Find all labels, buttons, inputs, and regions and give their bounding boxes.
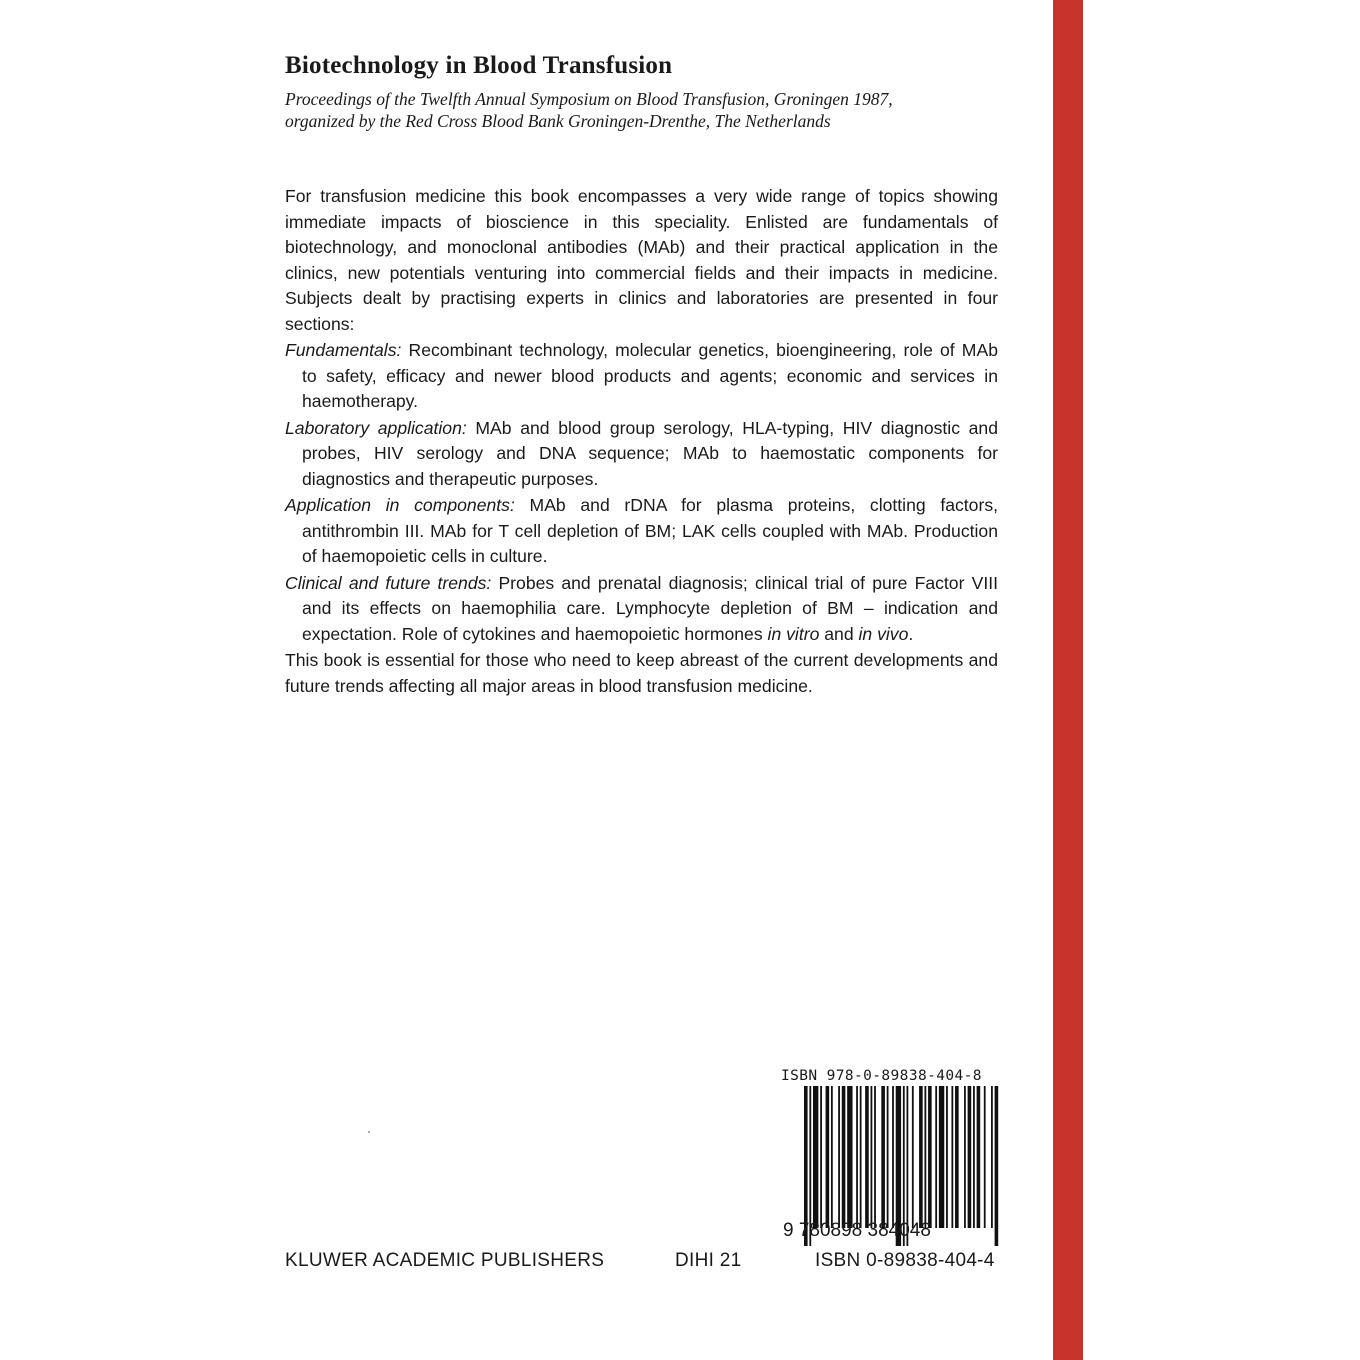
- description-intro: For transfusion medicine this book encompasses a very wide range of topics showing immediate impacts of bioscience in this speciality. Enlisted are fundamentals of biotechnology, and monoclonal antibodies (MAb) and their practical application in the clinics, new potentials venturing into commercial fields and their impacts in medicine. Subjects dealt by practising experts in clinics and laboratories are presented in four sections:: [285, 186, 998, 334]
- section-label: Laboratory application:: [285, 417, 467, 438]
- barcode-bar: [865, 1086, 869, 1228]
- barcode-bar: [995, 1086, 999, 1246]
- barcode-bar: [991, 1086, 993, 1228]
- barcode-bar: [826, 1086, 830, 1228]
- barcode-bar: [820, 1086, 822, 1228]
- barcode-bar: [984, 1086, 986, 1228]
- description-closing: This book is essential for those who need to keep abreast of the current developments and future trends affecting all major areas in blood transfusion medicine.: [285, 650, 998, 696]
- barcode-bar: [860, 1086, 862, 1228]
- barcode-bar: [871, 1086, 873, 1228]
- barcode-bar: [831, 1086, 833, 1228]
- section-text: Recombinant technology, molecular genetics, bioengineering, role of MAb to safety, efficacy and newer blood products and agents; economic and services in haemotherapy.: [302, 340, 998, 411]
- barcode-bar: [928, 1086, 932, 1228]
- isbn13-label: ISBN 978-0-89838-404-8: [781, 1068, 982, 1084]
- barcode-bar: [847, 1086, 852, 1228]
- book-title: Biotechnology in Blood Transfusion: [285, 52, 673, 79]
- section-text: and: [819, 623, 859, 644]
- barcode-bar: [968, 1086, 972, 1228]
- barcode-bar: [946, 1086, 948, 1228]
- section-laboratory-application: [285, 416, 998, 493]
- barcode-bar: [842, 1086, 846, 1228]
- section-clinical-future-trends: [285, 571, 998, 648]
- barcode-digits: 9 780898 384048: [783, 1220, 931, 1241]
- barcode-bar: [813, 1086, 818, 1228]
- description-block: [285, 184, 998, 699]
- series-code: DIHI 21: [675, 1250, 742, 1271]
- barcode-bar: [951, 1086, 953, 1228]
- barcode-bar: [955, 1086, 959, 1228]
- barcode-bar: [973, 1086, 975, 1228]
- section-text: MAb and rDNA for plasma proteins, clotting factors, antithrombin III. MAb for T cell depletion of BM; LAK cells coupled with MAb. Production of haemopoietic cells in culture.: [302, 495, 998, 566]
- barcode-bar: [964, 1086, 966, 1228]
- section-label: Clinical and future trends:: [285, 572, 492, 593]
- barcode-bar: [856, 1086, 858, 1228]
- barcode-bar: [924, 1086, 926, 1228]
- section-application-in-components: [285, 493, 998, 570]
- section-text: .: [908, 623, 914, 644]
- subtitle-line-2: organized by the Red Cross Blood Bank Groningen-Drenthe, The Netherlands: [285, 111, 831, 131]
- subtitle-line-1: Proceedings of the Twelfth Annual Symposium on Blood Transfusion, Groningen 1987,: [285, 89, 893, 109]
- barcode-bar: [935, 1086, 937, 1228]
- section-fundamentals: [285, 338, 998, 415]
- barcode-bar: [874, 1086, 876, 1228]
- italic-term: in vivo: [858, 623, 909, 644]
- barcode-bar: [939, 1086, 944, 1228]
- publisher-name: KLUWER ACADEMIC PUBLISHERS: [285, 1250, 605, 1271]
- speck: [368, 1131, 370, 1133]
- section-label: Application in components:: [285, 495, 515, 515]
- section-label: Fundamentals:: [285, 340, 402, 360]
- barcode-bar: [881, 1086, 885, 1228]
- barcode-bar: [892, 1086, 894, 1228]
- barcode-bar: [912, 1086, 914, 1228]
- barcode-bar: [887, 1086, 889, 1228]
- isbn10: ISBN 0-89838-404-4: [815, 1250, 995, 1271]
- book-subtitle: [285, 88, 1005, 132]
- spine-stripe: [1053, 0, 1083, 1360]
- barcode-bar: [919, 1086, 923, 1228]
- barcode-bar: [838, 1086, 840, 1228]
- section-text: Probes and prenatal diagnosis; clinical trial of pure Factor VIII and its effects on haemophilia care. Lymphocyte depletion of BM – indication and expectation. Role of cytokines and haemopoietic hormones: [302, 572, 998, 644]
- section-text: MAb and blood group serology, HLA-typing, HIV diagnostic and probes, HIV serology and DNA sequence; MAb to haemostatic components for diagnostics and therapeutic purposes.: [302, 417, 998, 489]
- italic-term: in vitro: [767, 623, 820, 644]
- barcode-bar: [977, 1086, 981, 1228]
